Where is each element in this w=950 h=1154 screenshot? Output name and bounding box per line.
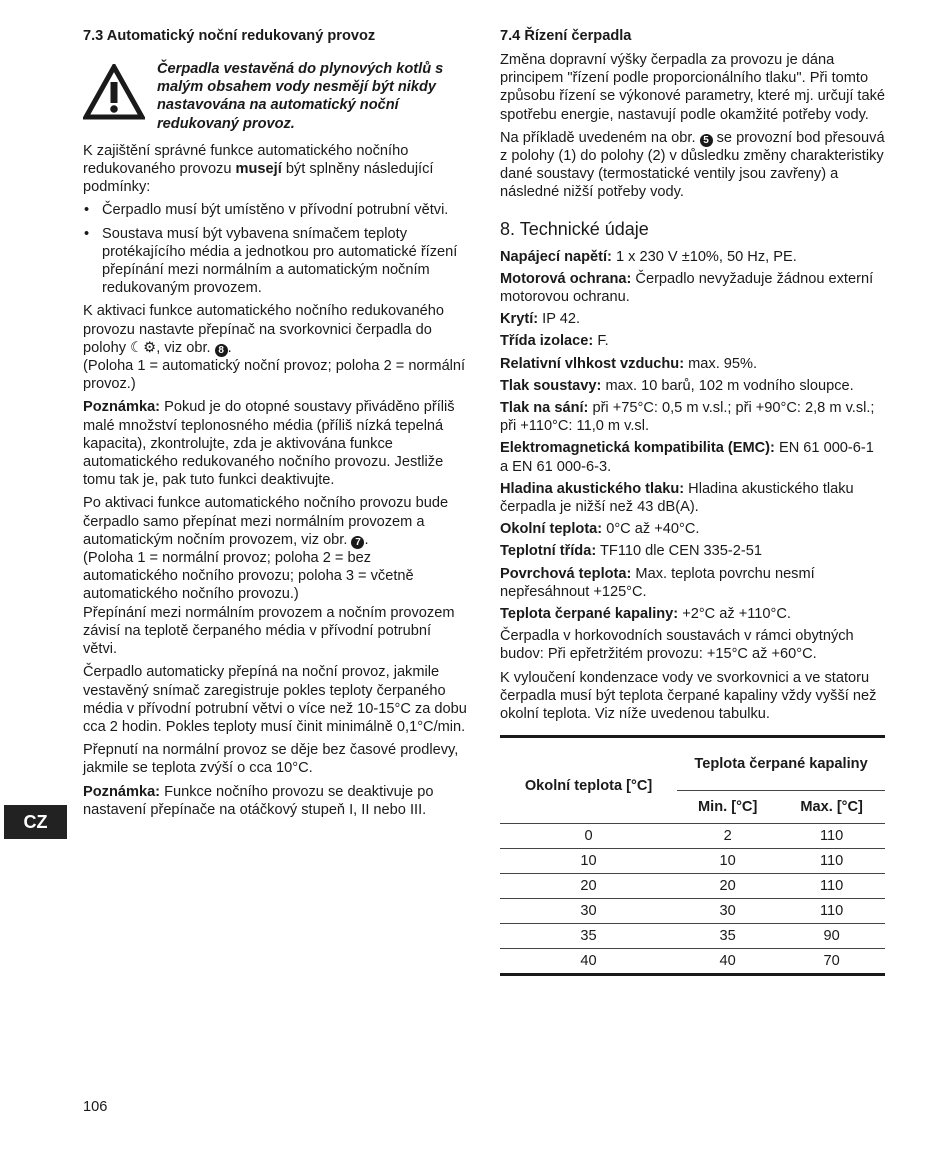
spec-item: Tlak soustavy: max. 10 barů, 102 m vodního sloupce. bbox=[500, 377, 854, 394]
normal-switch-paragraph: Přepnutí na normální provoz se děje bez časové prodlevy, jakmile se teplota zvýší o cca 10°C. bbox=[83, 742, 459, 777]
table-cell: 10 bbox=[677, 849, 778, 874]
warning-text: Čerpadla vestavěná do plynových kotlů s malým obsahem vody nesmějí být nikdy nastavována na automatický noční redukovaný provoz. bbox=[157, 61, 444, 132]
spec-item: Elektromagnetická kompatibilita (EMC): EN 61 000-6-1 a EN 61 000-6-3. bbox=[500, 440, 874, 475]
spec-item: Povrchová teplota: Max. teplota povrchu nesmí nepřesáhnout +125°C. bbox=[500, 565, 815, 600]
table-cell: 30 bbox=[677, 899, 778, 924]
list-item: • Čerpadlo musí být umístěno v přívodní potrubní větvi. bbox=[83, 201, 467, 219]
table-cell: 2 bbox=[677, 824, 778, 849]
figure-7-badge: 7 bbox=[351, 536, 364, 549]
example-paragraph: Na příkladě uvedeném na obr. 5 se provozní bod přesouvá z polohy (1) do polohy (2) v důsledku změny charakteristiky dané soustavy (termostatické ventily jsou zavřeny) a následné nižší potřeby vody. bbox=[500, 129, 885, 201]
switching-paragraph: Po aktivaci funkce automatického nočního provozu bude čerpadlo samo přepínat mezi normálním provozem a automatickým nočním provozem, viz obr. 7 . (Poloha 1 = normální provoz; poloha 2 = bez automatického nočního provozu; poloha 3 = včetně automatického nočního provozu.) Přepínání mezi normálním provozem a nočním provozem závisí na teplotě čerpaného média v přívodní potrubní větvi. bbox=[83, 495, 455, 658]
spec-item: Relativní vlhkost vzduchu: max. 95%. bbox=[500, 355, 758, 372]
table-row bbox=[500, 949, 885, 975]
spec-item: Tlak na sání: při +75°C: 0,5 m v.sl.; při +90°C: 2,8 m v.sl.; při +110°C: 11,0 m v.sl. bbox=[500, 400, 875, 435]
warning-block bbox=[83, 60, 467, 133]
spec-item: Okolní teplota: 0°C až +40°C. bbox=[500, 521, 700, 538]
temperature-table bbox=[500, 735, 885, 976]
control-paragraph: Změna dopravní výšky čerpadla za provozu je dána principem "řízení podle proporcionálního tlaku". Při tomto způsobu řízení se výkonové parametry, které mj. určují také spotřebu energie, nastavují podle okamžité potřeby vody. bbox=[500, 52, 886, 123]
table-cell: 70 bbox=[778, 949, 885, 975]
table-cell: 10 bbox=[500, 849, 677, 874]
auto-switch-paragraph: Čerpadlo automaticky přepíná na noční provoz, jakmile vestavěný snímač zaregistruje pokles teploty čerpaného média v přívodní potrubní větvi o více než 10-15°C za dobu cca 2 hodin. Pokles teploty musí činit minimálně 0,1°C/min. bbox=[83, 664, 467, 735]
figure-8-badge: 8 bbox=[215, 344, 228, 357]
language-tab: CZ bbox=[4, 805, 67, 839]
table-row bbox=[500, 924, 885, 949]
table-cell: 30 bbox=[500, 899, 677, 924]
section-title-7-3: 7.3 Automatický noční redukovaný provoz bbox=[83, 28, 376, 44]
note-1: Poznámka: Pokud je do otopné soustavy přiváděno příliš malé množství teplonosného média (příliš nízká tepelná kapacita), zkontrolujte, zda je aktivována funkce automatického redukovaného nočního provozu. Jestliže tomu tak je, pak tuto funkci deaktivujte. bbox=[83, 399, 455, 489]
max-header: Max. [°C] bbox=[778, 791, 885, 824]
condensation-paragraph: K vyloučení kondenzace vody ve svorkovnici a ve statoru čerpadla musí být teplota čerpané kapaliny vždy vyšší než okolní teplota. Viz níže uvedenou tabulku. bbox=[500, 669, 877, 723]
spec-item: Teplota čerpané kapaliny: +2°C až +110°C. bbox=[500, 606, 791, 623]
activation-paragraph: K aktivaci funkce automatického nočního redukovaného provozu nastavte přepínač na svorkovnici čerpadla do polohy ☾⚙, viz obr. 8 . (Poloha 1 = automatický noční provoz; poloha 2 = normální provoz.) bbox=[83, 303, 466, 393]
spec-item: Krytí: IP 42. bbox=[500, 311, 581, 328]
table-cell: 20 bbox=[500, 874, 677, 899]
table-cell: 90 bbox=[778, 924, 885, 949]
table-cell: 110 bbox=[778, 824, 885, 849]
table-cell: 110 bbox=[778, 874, 885, 899]
list-item: • Soustava musí být vybavena snímačem teploty protékajícího média a jednotkou pro automatické řízení přepínání mezi normálním a automatickým nočním redukovaným provozem. bbox=[83, 225, 467, 298]
warning-icon bbox=[83, 60, 149, 133]
table-cell: 35 bbox=[500, 924, 677, 949]
table-row bbox=[500, 849, 885, 874]
night-mode-symbol: ☾⚙ bbox=[130, 339, 157, 356]
figure-5-badge: 5 bbox=[700, 134, 713, 147]
spec-item: Teplotní třída: TF110 dle CEN 335-2-51 bbox=[500, 543, 762, 560]
table-row bbox=[500, 824, 885, 849]
table-row bbox=[500, 874, 885, 899]
conditions-list bbox=[83, 201, 467, 297]
table-row bbox=[500, 899, 885, 924]
conditions-intro: K zajištění správné funkce automatického nočního redukovaného provozu musejí být splněny následující podmínky: bbox=[83, 142, 434, 196]
table-cell: 40 bbox=[500, 949, 677, 975]
spec-item: Třída izolace: F. bbox=[500, 333, 609, 350]
table-body bbox=[500, 824, 885, 975]
table-cell: 40 bbox=[677, 949, 778, 975]
page-number: 106 bbox=[83, 1099, 108, 1115]
spec-item: Hladina akustického tlaku: Hladina akustického tlaku čerpadla je nižší než 43 dB(A). bbox=[500, 480, 854, 516]
hot-water-paragraph: Čerpadla v horkovodních soustavách v rámci obytných budov: Při epřetržitém provozu: +15°C až +60°C. bbox=[500, 628, 854, 663]
spec-item: Motorová ochrana: Čerpadlo nevyžaduje žádnou externí motorovou ochranu. bbox=[500, 270, 874, 306]
table-cell: 35 bbox=[677, 924, 778, 949]
note-2: Poznámka: Funkce nočního provozu se deaktivuje po nastavení přepínače na otáčkový stupeň I, II nebo III. bbox=[83, 783, 434, 818]
spec-list bbox=[500, 248, 885, 624]
table-cell: 0 bbox=[500, 824, 677, 849]
ambient-temp-header: Okolní teplota [°C] bbox=[500, 737, 677, 824]
table-cell: 110 bbox=[778, 899, 885, 924]
table-cell: 110 bbox=[778, 849, 885, 874]
section-title-7-4: 7.4 Řízení čerpadla bbox=[500, 28, 632, 44]
right-column bbox=[500, 27, 885, 976]
section-heading-technical-data: 8. Technické údaje bbox=[500, 218, 649, 239]
table-cell: 20 bbox=[677, 874, 778, 899]
min-header: Min. [°C] bbox=[677, 791, 778, 824]
liquid-temp-header: Teplota čerpané kapaliny bbox=[677, 737, 885, 791]
left-column bbox=[83, 27, 467, 824]
spec-item: Napájecí napětí: 1 x 230 V ±10%, 50 Hz, PE. bbox=[500, 248, 797, 265]
